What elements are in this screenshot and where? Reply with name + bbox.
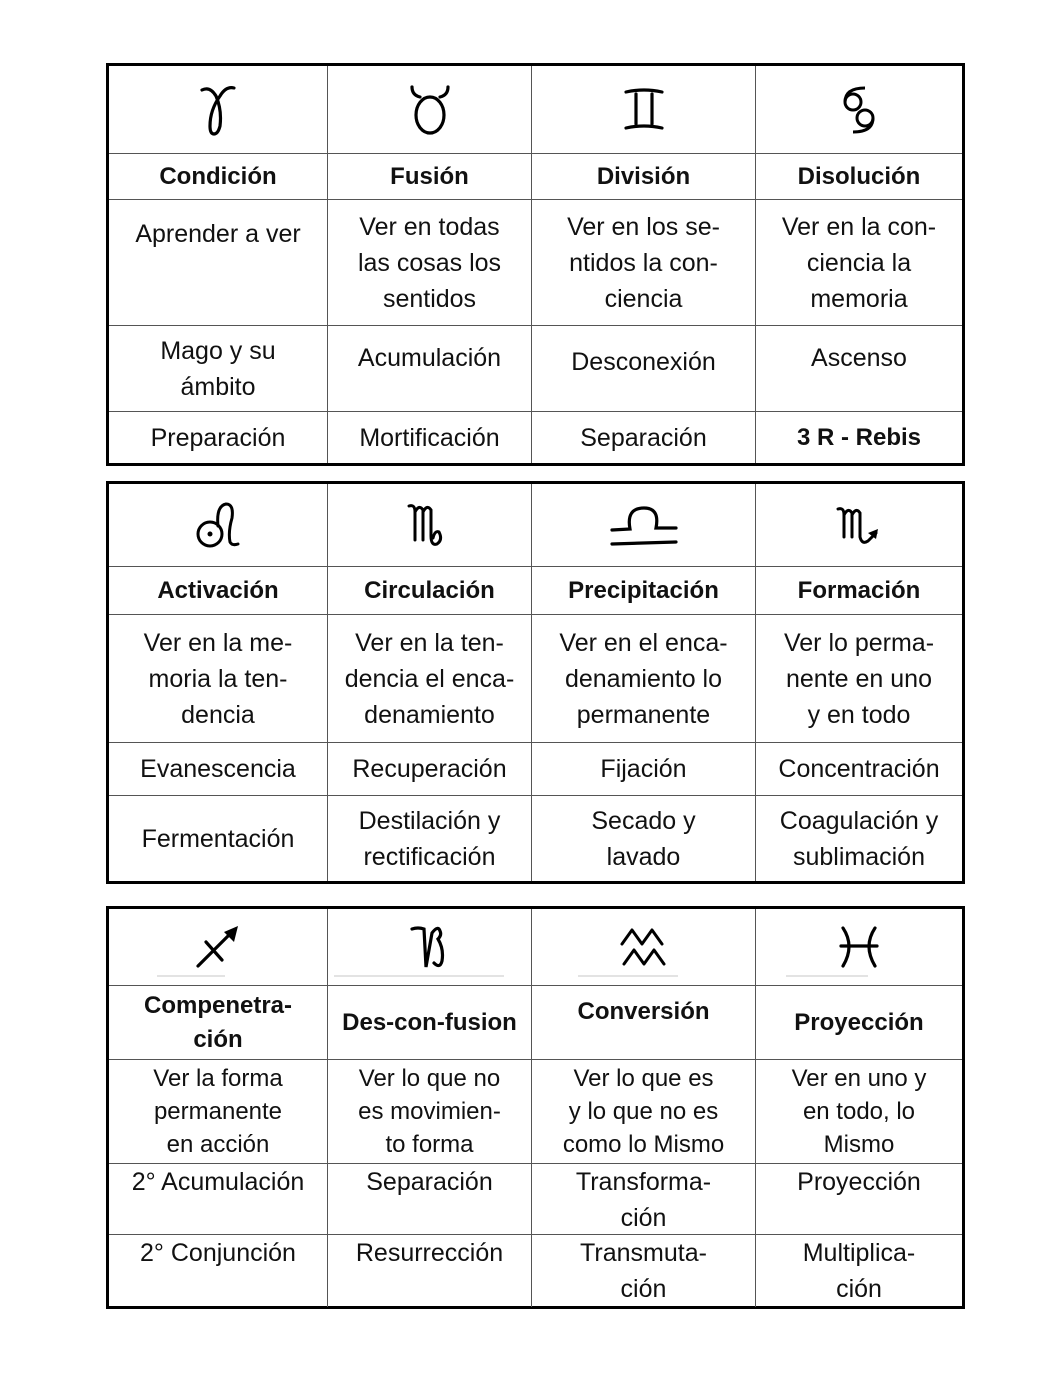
operation-cell: Multiplica- ción [802, 1239, 916, 1303]
description-cell: Ver en la me- moria la ten- dencia [109, 615, 328, 743]
taurus-icon [406, 83, 454, 137]
sign-cell [109, 909, 328, 986]
capricorn-icon [410, 923, 450, 971]
aries-icon [198, 82, 238, 138]
operation-cell: Secado y lavado [532, 796, 756, 881]
divider-line [157, 975, 225, 977]
libra-icon [608, 502, 680, 548]
description-cell: Ver en la con- ciencia la memoria [756, 200, 962, 326]
divider-line [786, 975, 868, 977]
sign-cell [756, 66, 962, 154]
phase-cell: Separación [328, 1164, 532, 1235]
stage-title: Circulación [328, 567, 532, 615]
operation-cell: 2° Conjunción [109, 1235, 328, 1307]
stage-title: Formación [756, 567, 962, 615]
sagittarius-icon [194, 924, 242, 970]
pisces-icon [837, 924, 881, 970]
operation-cell: Fermentación [109, 796, 328, 881]
sign-cell [756, 484, 962, 567]
phase-cell: Mago y su ámbito [109, 326, 328, 412]
operation-cell: Mortificación [328, 412, 532, 463]
stage-title: División [532, 154, 756, 200]
sign-cell [328, 909, 532, 986]
sign-cell [109, 484, 328, 567]
stage-title: Compenetra- ción [109, 986, 328, 1060]
operation-cell: Resurrección [328, 1235, 532, 1307]
table-sagittarius-pisces [106, 906, 965, 1309]
phase-cell: Acumulación [328, 326, 532, 412]
stage-title: Precipitación [532, 567, 756, 615]
operation-cell: Preparación [109, 412, 328, 463]
description-cell: Ver la forma permanente en acción [109, 1060, 328, 1164]
phase-cell: 2° Acumulación [109, 1164, 328, 1235]
description-cell: Ver en todas las cosas los sentidos [328, 200, 532, 326]
stage-title: Des-con-fusion [328, 986, 532, 1060]
description-cell: Ver lo que no es movimien- to forma [328, 1060, 532, 1164]
gemini-icon [622, 86, 666, 134]
divider-line [578, 975, 678, 977]
table-aries-cancer [106, 63, 965, 466]
sign-cell [756, 909, 962, 986]
description-cell: Ver en los se- ntidos la con- ciencia [532, 200, 756, 326]
stage-title: Activación [109, 567, 328, 615]
virgo-icon [407, 500, 453, 550]
cancer-icon [835, 82, 883, 138]
phase-cell: Ascenso [756, 326, 962, 412]
operation-cell: Transmuta- ción [532, 1235, 756, 1307]
sign-cell [328, 484, 532, 567]
table-leo-scorpio [106, 481, 965, 884]
leo-icon [194, 500, 242, 550]
stage-title: Proyección [756, 986, 962, 1060]
description-cell: Ver en el enca- denamiento lo permanente [532, 615, 756, 743]
phase-cell: Fijación [532, 743, 756, 796]
phase-cell: Recuperación [328, 743, 532, 796]
divider-line [334, 975, 504, 977]
stage-title: Conversión [532, 986, 756, 1060]
phase-cell: Concentración [756, 743, 962, 796]
stage-title: Fusión [328, 154, 532, 200]
phase-cell: Desconexión [532, 326, 756, 412]
phase-cell: Evanescencia [109, 743, 328, 796]
sign-cell [532, 909, 756, 986]
description-cell: Ver en uno y en todo, lo Mismo [756, 1060, 962, 1164]
operation-cell: Destilación y rectificación [328, 796, 532, 881]
description-cell: Ver lo que es y lo que no es como lo Mismo [532, 1060, 756, 1164]
scorpio-icon [836, 503, 882, 547]
description-cell: Ver lo perma- nente en uno y en todo [756, 615, 962, 743]
stage-title: Condición [109, 154, 328, 200]
description-cell: Aprender a ver [109, 200, 328, 326]
operation-cell: 3 R - Rebis [796, 423, 922, 451]
operation-cell: Separación [532, 412, 756, 463]
sign-cell [532, 66, 756, 154]
sign-cell [109, 66, 328, 154]
operation-cell: Coagulación y sublimación [779, 806, 939, 871]
stage-title: Disolución [756, 154, 962, 200]
sign-cell [532, 484, 756, 567]
sign-cell [328, 66, 532, 154]
description-cell: Ver en la ten- dencia el enca- denamiento [328, 615, 532, 743]
aquarius-icon [618, 926, 670, 968]
phase-cell: Transforma- ción [532, 1164, 756, 1235]
phase-cell: Proyección [756, 1164, 962, 1235]
